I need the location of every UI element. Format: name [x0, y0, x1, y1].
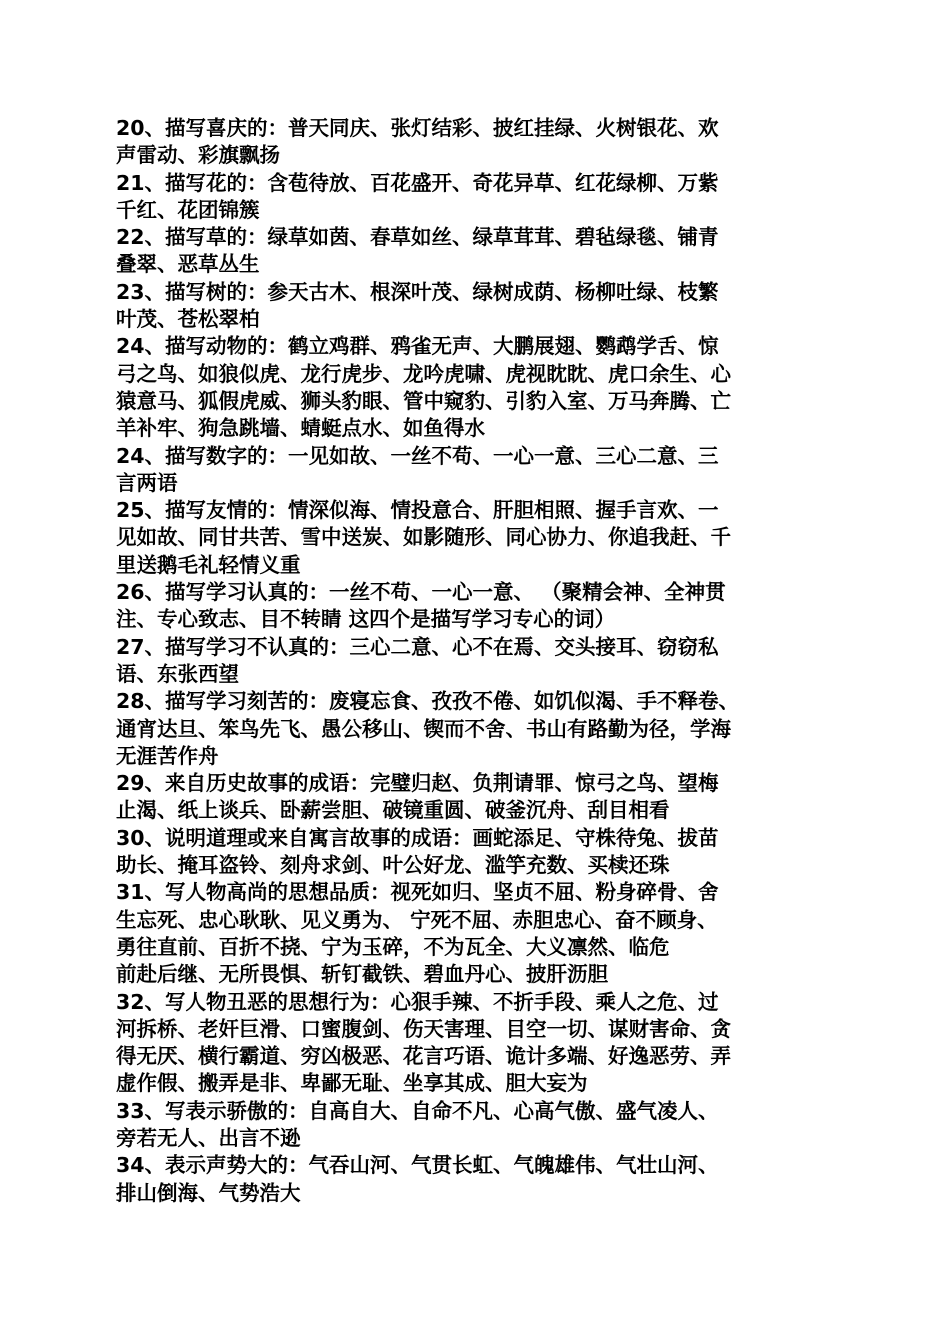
text-line: 羊补牢、狗急跳墙、蜻蜓点水、如鱼得水 — [116, 416, 485, 441]
text-line: 23、描写树的：参天古木、根深叶茂、绿树成荫、杨柳吐绿、枝繁 — [116, 279, 719, 304]
text-line: 止渴、纸上谈兵、卧薪尝胆、破镜重圆、破釜沉舟、刮目相看 — [116, 798, 670, 823]
text-line: 20、描写喜庆的：普天同庆、张灯结彩、披红挂绿、火树银花、欢 — [116, 116, 719, 140]
text-line: 言两语 — [116, 470, 178, 495]
text-line: 叠翠、恶草丛生 — [116, 252, 260, 277]
text-line: 见如故、同甘共苦、雪中送炭、如影随形、同心协力、你追我赶、千 — [116, 525, 731, 550]
text-line: 32、写人物丑恶的思想行为：心狠手辣、不折手段、乘人之危、过 — [116, 989, 719, 1014]
text-line: 弓之鸟、如狼似虎、龙行虎步、龙吟虎啸、虎视眈眈、虎口余生、心 — [116, 361, 731, 386]
text-line: 27、描写学习不认真的：三心二意、心不在焉、交头接耳、窃窃私 — [116, 634, 719, 659]
text-line: 通宵达旦、笨鸟先飞、愚公移山、锲而不舍、书山有路勤为径，学海 — [116, 716, 731, 741]
text-line: 29、来自历史故事的成语：完璧归赵、负荆请罪、惊弓之鸟、望梅 — [116, 771, 719, 796]
text-line: 千红、花团锦簇 — [116, 197, 260, 222]
text-line: 24、描写数字的：一见如故、一丝不苟、一心一意、三心二意、三 — [116, 443, 719, 468]
text-line: 语、东张西望 — [116, 661, 239, 686]
text-line: 旁若无人、出言不逊 — [116, 1125, 301, 1150]
text-line: 注、专心致志、目不转睛 这四个是描写学习专心的词） — [116, 607, 616, 632]
text-line: 26、描写学习认真的：一丝不苟、一心一意、 （聚精会神、全神贯 — [116, 580, 726, 605]
text-line: 33、写表示骄傲的：自高自大、自命不凡、心高气傲、盛气凌人、 — [116, 1098, 719, 1123]
text-line: 叶茂、苍松翠柏 — [116, 307, 260, 332]
text-line: 勇往直前、百折不挠、宁为玉碎，不为瓦全、大义凛然、临危 — [116, 934, 670, 959]
text-line: 得无厌、横行霸道、穷凶极恶、花言巧语、诡计多端、好逸恶劳、弄 — [116, 1044, 731, 1069]
text-line: 猿意马、狐假虎威、狮头豹眼、管中窥豹、引豹入室、万马奔腾、亡 — [116, 388, 731, 413]
text-line: 31、写人物高尚的思想品质：视死如归、坚贞不屈、粉身碎骨、舍 — [116, 880, 719, 905]
text-line: 28、描写学习刻苦的：废寝忘食、孜孜不倦、如饥似渴、手不释卷、 — [116, 689, 740, 714]
text-line: 助长、掩耳盗铃、刻舟求剑、叶公好龙、滥竽充数、买椟还珠 — [116, 853, 670, 878]
text-line: 24、描写动物的：鹤立鸡群、鸦雀无声、大鹏展翅、鹦鹉学舌、惊 — [116, 334, 719, 359]
text-line: 无涯苦作舟 — [116, 743, 219, 768]
text-line: 虚作假、搬弄是非、卑鄙无耻、坐享其成、胆大妄为 — [116, 1071, 588, 1096]
text-line: 里送鹅毛礼轻情义重 — [116, 552, 301, 577]
text-line: 30、说明道理或来自寓言故事的成语：画蛇添足、守株待兔、拔苗 — [116, 825, 719, 850]
text-line: 22、描写草的：绿草如茵、春草如丝、绿草茸茸、碧毡绿毯、铺青 — [116, 225, 719, 250]
text-line: 排山倒海、气势浩大 — [116, 1180, 301, 1205]
text-line: 前赴后继、无所畏惧、斩钉截铁、碧血丹心、披肝沥胆 — [116, 962, 608, 987]
text-line: 声雷动、彩旗飘扬 — [116, 143, 280, 168]
text-line: 25、描写友情的：情深似海、情投意合、肝胆相照、握手言欢、一 — [116, 498, 719, 523]
text-line: 生忘死、忠心耿耿、见义勇为、 宁死不屈、赤胆忠心、奋不顾身、 — [116, 907, 718, 932]
document-page — [116, 115, 836, 1207]
text-line: 34、表示声势大的：气吞山河、气贯长虹、气魄雄伟、气壮山河、 — [116, 1153, 719, 1178]
text-line: 21、描写花的：含苞待放、百花盛开、奇花异草、红花绿柳、万紫 — [116, 170, 719, 195]
text-line: 河拆桥、老奸巨滑、口蜜腹剑、伤天害理、目空一切、谋财害命、贪 — [116, 1016, 731, 1041]
